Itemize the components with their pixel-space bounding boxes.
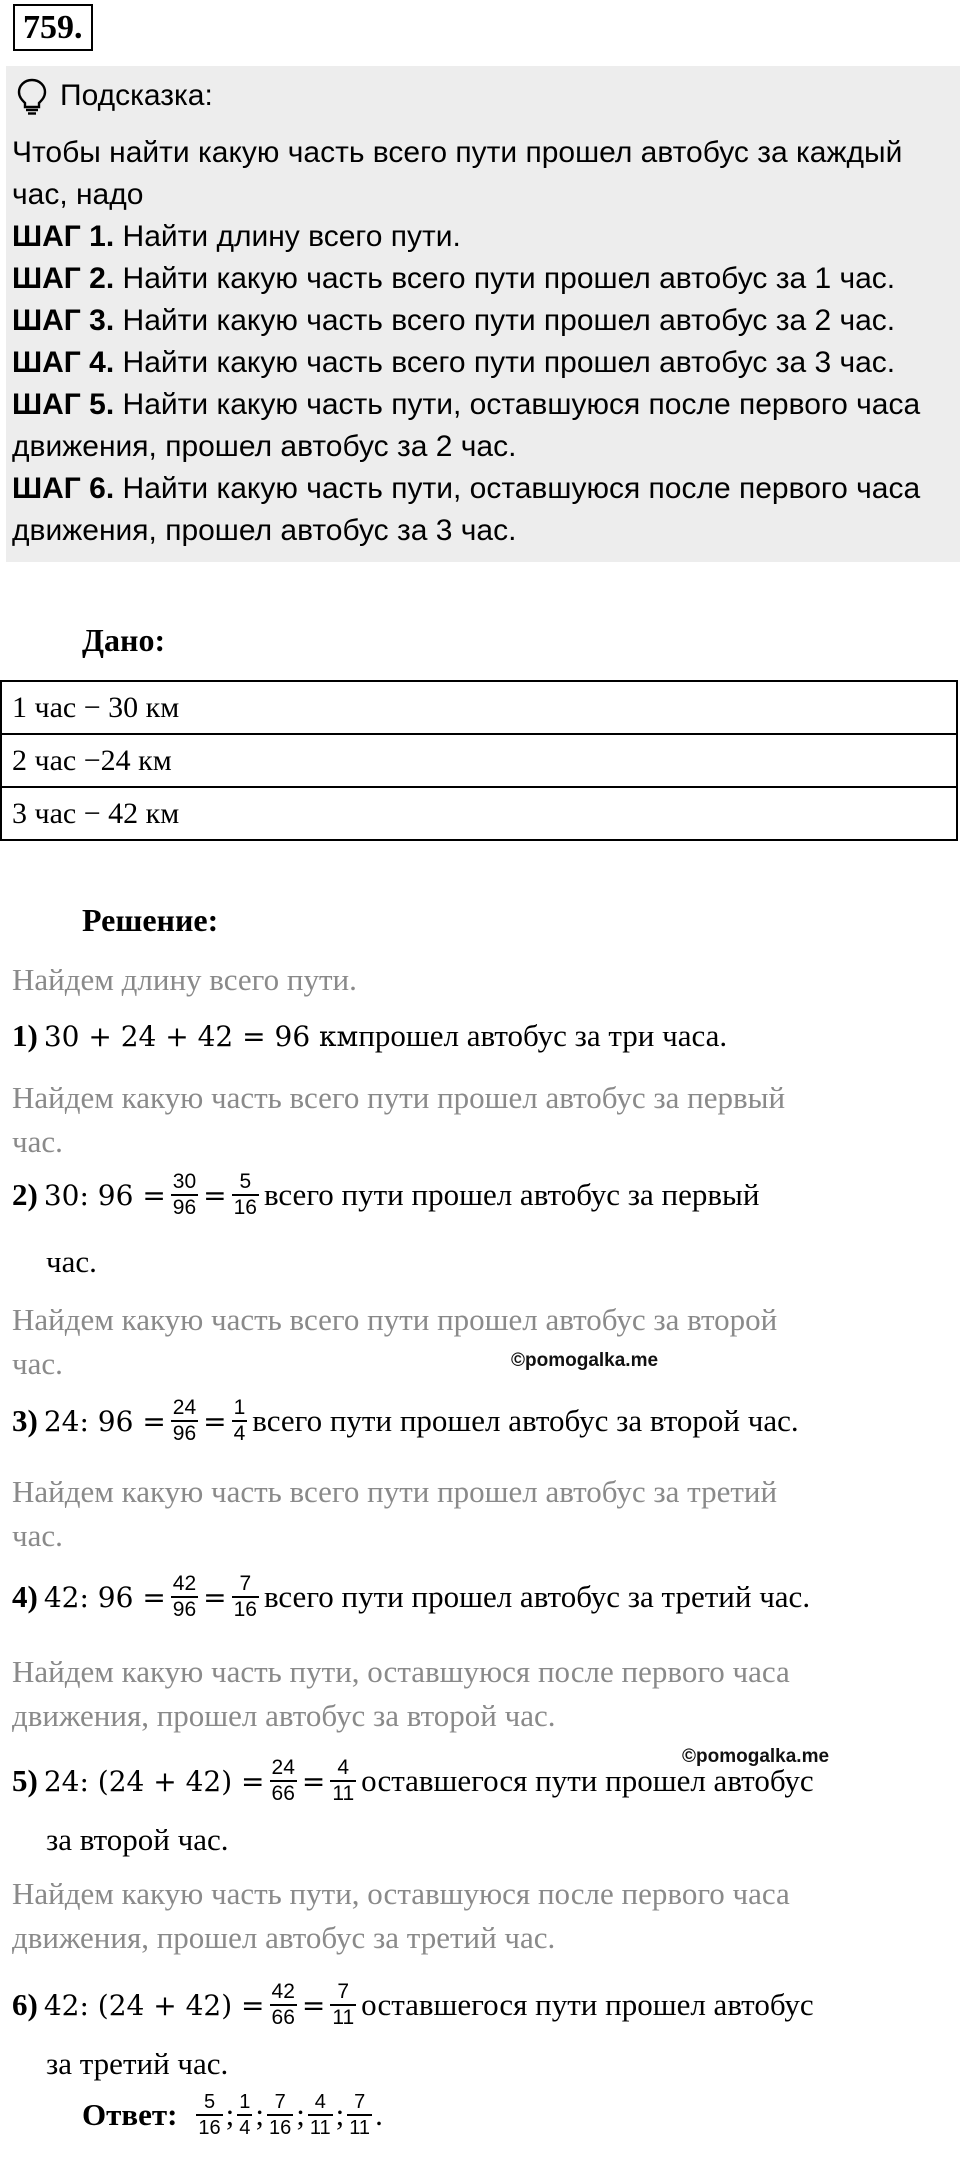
step-6 [12, 1980, 814, 2030]
numerator: 1 [233, 1396, 246, 1419]
step-label: ШАГ 1. [12, 220, 115, 253]
denominator: 16 [267, 2114, 293, 2140]
step-text: всего пути прошел автобус за первый [263, 1177, 760, 1212]
numerator: 42 [271, 1980, 295, 2003]
period: . [375, 2097, 383, 2132]
table-cell: 3 час − 42 км [1, 787, 957, 840]
numerator: 30 [172, 1170, 197, 1193]
separator: ; [255, 2097, 265, 2132]
equals-sign: = [203, 1178, 227, 1212]
answer-label: Ответ: [82, 2097, 178, 2132]
step-number: 3) [12, 1403, 38, 1438]
solution-title: Решение: [82, 902, 219, 938]
expression: 42: (24 + 42) = [43, 1988, 265, 2022]
given-title: Дано: [82, 622, 166, 658]
comment-line: Найдем какую часть пути, оставшуюся после первого часа [12, 1654, 790, 1689]
step-label: ШАГ 2. [12, 262, 115, 295]
step-text: всего пути прошел автобус за второй час. [252, 1403, 799, 1438]
hint-step-3 [12, 304, 895, 338]
equals-sign: = [301, 1764, 326, 1798]
denominator: 96 [172, 1196, 197, 1219]
table-row [1, 734, 957, 787]
denominator: 96 [172, 1422, 197, 1445]
denominator: 66 [271, 1782, 295, 1805]
numerator: 24 [271, 1756, 295, 1779]
numerator: 5 [203, 2091, 216, 2113]
hint-step-5 [12, 388, 920, 422]
fraction [171, 1170, 198, 1220]
step-6-cont: за третий час. [46, 2046, 229, 2081]
lightbulb-icon [14, 76, 50, 116]
comment-line: движения, прошел автобус за второй час. [12, 1698, 556, 1733]
step-3 [12, 1396, 799, 1446]
step-text: оставшегося пути прошел автобус [361, 1987, 814, 2022]
denominator: 66 [271, 2006, 295, 2029]
step-text: Найти какую часть всего пути прошел автобус за 3 час. [114, 346, 896, 379]
table-row [1, 787, 957, 840]
answer-fraction [308, 2090, 333, 2140]
step-label: ШАГ 3. [12, 304, 115, 337]
step-2 [12, 1170, 759, 1220]
fraction [232, 1396, 248, 1446]
numerator: 42 [172, 1572, 197, 1595]
numerator: 5 [239, 1170, 252, 1193]
comment-line: Найдем какую часть всего пути прошел автобус за второй [12, 1302, 778, 1337]
given-table [0, 680, 958, 841]
step-number: 5) [12, 1763, 38, 1798]
step-number: 6) [12, 1987, 38, 2022]
separator: ; [225, 2097, 235, 2132]
step-text: всего пути прошел автобус за третий час. [263, 1579, 811, 1614]
step-text: Найти какую часть всего пути прошел автобус за 2 час. [114, 304, 896, 337]
fraction [171, 1396, 198, 1446]
denominator: 16 [196, 2114, 222, 2140]
answer-fraction [267, 2090, 293, 2140]
watermark: ©pomogalka.me [511, 1350, 659, 1371]
step-text: Найти какую часть пути, оставшуюся после первого часа [114, 472, 921, 505]
table-cell: 1 час − 30 км [1, 681, 957, 734]
numerator: 7 [337, 1980, 350, 2003]
step-number: 1) [12, 1018, 38, 1053]
fraction [232, 1572, 259, 1622]
denominator: 11 [308, 2114, 333, 2140]
step-5-cont: за второй час. [46, 1822, 229, 1857]
step-1 [12, 1018, 727, 1054]
expression: 30: 96 = [43, 1178, 166, 1212]
separator: ; [335, 2097, 345, 2132]
problem-number: 759. [13, 4, 93, 51]
step-5 [12, 1756, 814, 1806]
equals-sign: = [301, 1988, 326, 2022]
numerator: 7 [239, 1572, 252, 1595]
step-4 [12, 1572, 810, 1622]
denominator: 11 [347, 2114, 372, 2140]
expression: 24: (24 + 42) = [43, 1764, 265, 1798]
separator: ; [296, 2097, 305, 2132]
fraction [270, 1756, 297, 1806]
comment-line: движения, прошел автобус за третий час. [12, 1920, 556, 1955]
denominator: 11 [332, 2006, 355, 2029]
denominator: 4 [233, 1422, 246, 1445]
hint-step-5-cont: движения, прошел автобус за 2 час. [12, 430, 517, 463]
step-number: 4) [12, 1579, 38, 1614]
numerator: 7 [354, 2091, 366, 2113]
denominator: 11 [332, 1782, 355, 1805]
comment-line: час. [12, 1124, 63, 1159]
numerator: 4 [314, 2091, 326, 2113]
answer [82, 2090, 383, 2140]
numerator: 24 [172, 1396, 197, 1419]
step-text: Найти какую часть всего пути прошел автобус за 1 час. [114, 262, 896, 295]
equals-sign: = [203, 1580, 227, 1614]
answer-fraction [196, 2090, 222, 2140]
step-text: оставшегося пути прошел автобус [361, 1763, 814, 1798]
comment-line: Найдем длину всего пути. [12, 962, 357, 997]
step-label: ШАГ 6. [12, 472, 115, 505]
hint-header [14, 76, 213, 116]
table-row [1, 681, 957, 734]
fraction [171, 1572, 198, 1622]
expression: 30 + 24 + 42 = 96 км [43, 1019, 359, 1053]
comment-line: час. [12, 1518, 63, 1553]
denominator: 96 [172, 1598, 197, 1621]
fraction [330, 1980, 356, 2030]
expression: 42: 96 = [43, 1580, 166, 1614]
denominator: 16 [233, 1196, 257, 1219]
fraction [330, 1756, 356, 1806]
table-cell: 2 час −24 км [1, 734, 957, 787]
equals-sign: = [203, 1404, 227, 1438]
watermark: ©pomogalka.me [682, 1746, 830, 1767]
step-label: ШАГ 5. [12, 388, 115, 421]
numerator: 7 [274, 2091, 286, 2113]
hint-intro-line: Чтобы найти какую часть всего пути прошел автобус за каждый [12, 136, 903, 169]
hint-step-1 [12, 220, 461, 254]
hint-step-6 [12, 472, 920, 506]
fraction [232, 1170, 259, 1220]
hint-step-6-cont: движения, прошел автобус за 3 час. [12, 514, 517, 547]
denominator: 4 [237, 2114, 252, 2140]
comment-line: час. [12, 1346, 63, 1381]
step-text: Найти длину всего пути. [114, 220, 461, 253]
step-text: прошел автобус за три часа. [358, 1018, 728, 1053]
step-label: ШАГ 4. [12, 346, 115, 379]
comment-line: Найдем какую часть пути, оставшуюся после первого часа [12, 1876, 790, 1911]
comment-line: Найдем какую часть всего пути прошел автобус за первый [12, 1080, 786, 1115]
comment-line: Найдем какую часть всего пути прошел автобус за третий [12, 1474, 778, 1509]
step-text: Найти какую часть пути, оставшуюся после первого часа [114, 388, 921, 421]
expression: 24: 96 = [43, 1404, 166, 1438]
numerator: 4 [337, 1756, 350, 1779]
answer-fraction [237, 2090, 252, 2140]
step-2-cont: час. [46, 1244, 97, 1279]
answer-fraction [347, 2090, 372, 2140]
denominator: 16 [233, 1598, 257, 1621]
hint-box [6, 66, 960, 562]
numerator: 1 [239, 2091, 251, 2113]
step-number: 2) [12, 1177, 38, 1212]
hint-intro-line: час, надо [12, 178, 144, 211]
hint-title: Подсказка: [60, 79, 213, 112]
hint-step-4 [12, 346, 895, 380]
hint-step-2 [12, 262, 895, 296]
fraction [270, 1980, 297, 2030]
